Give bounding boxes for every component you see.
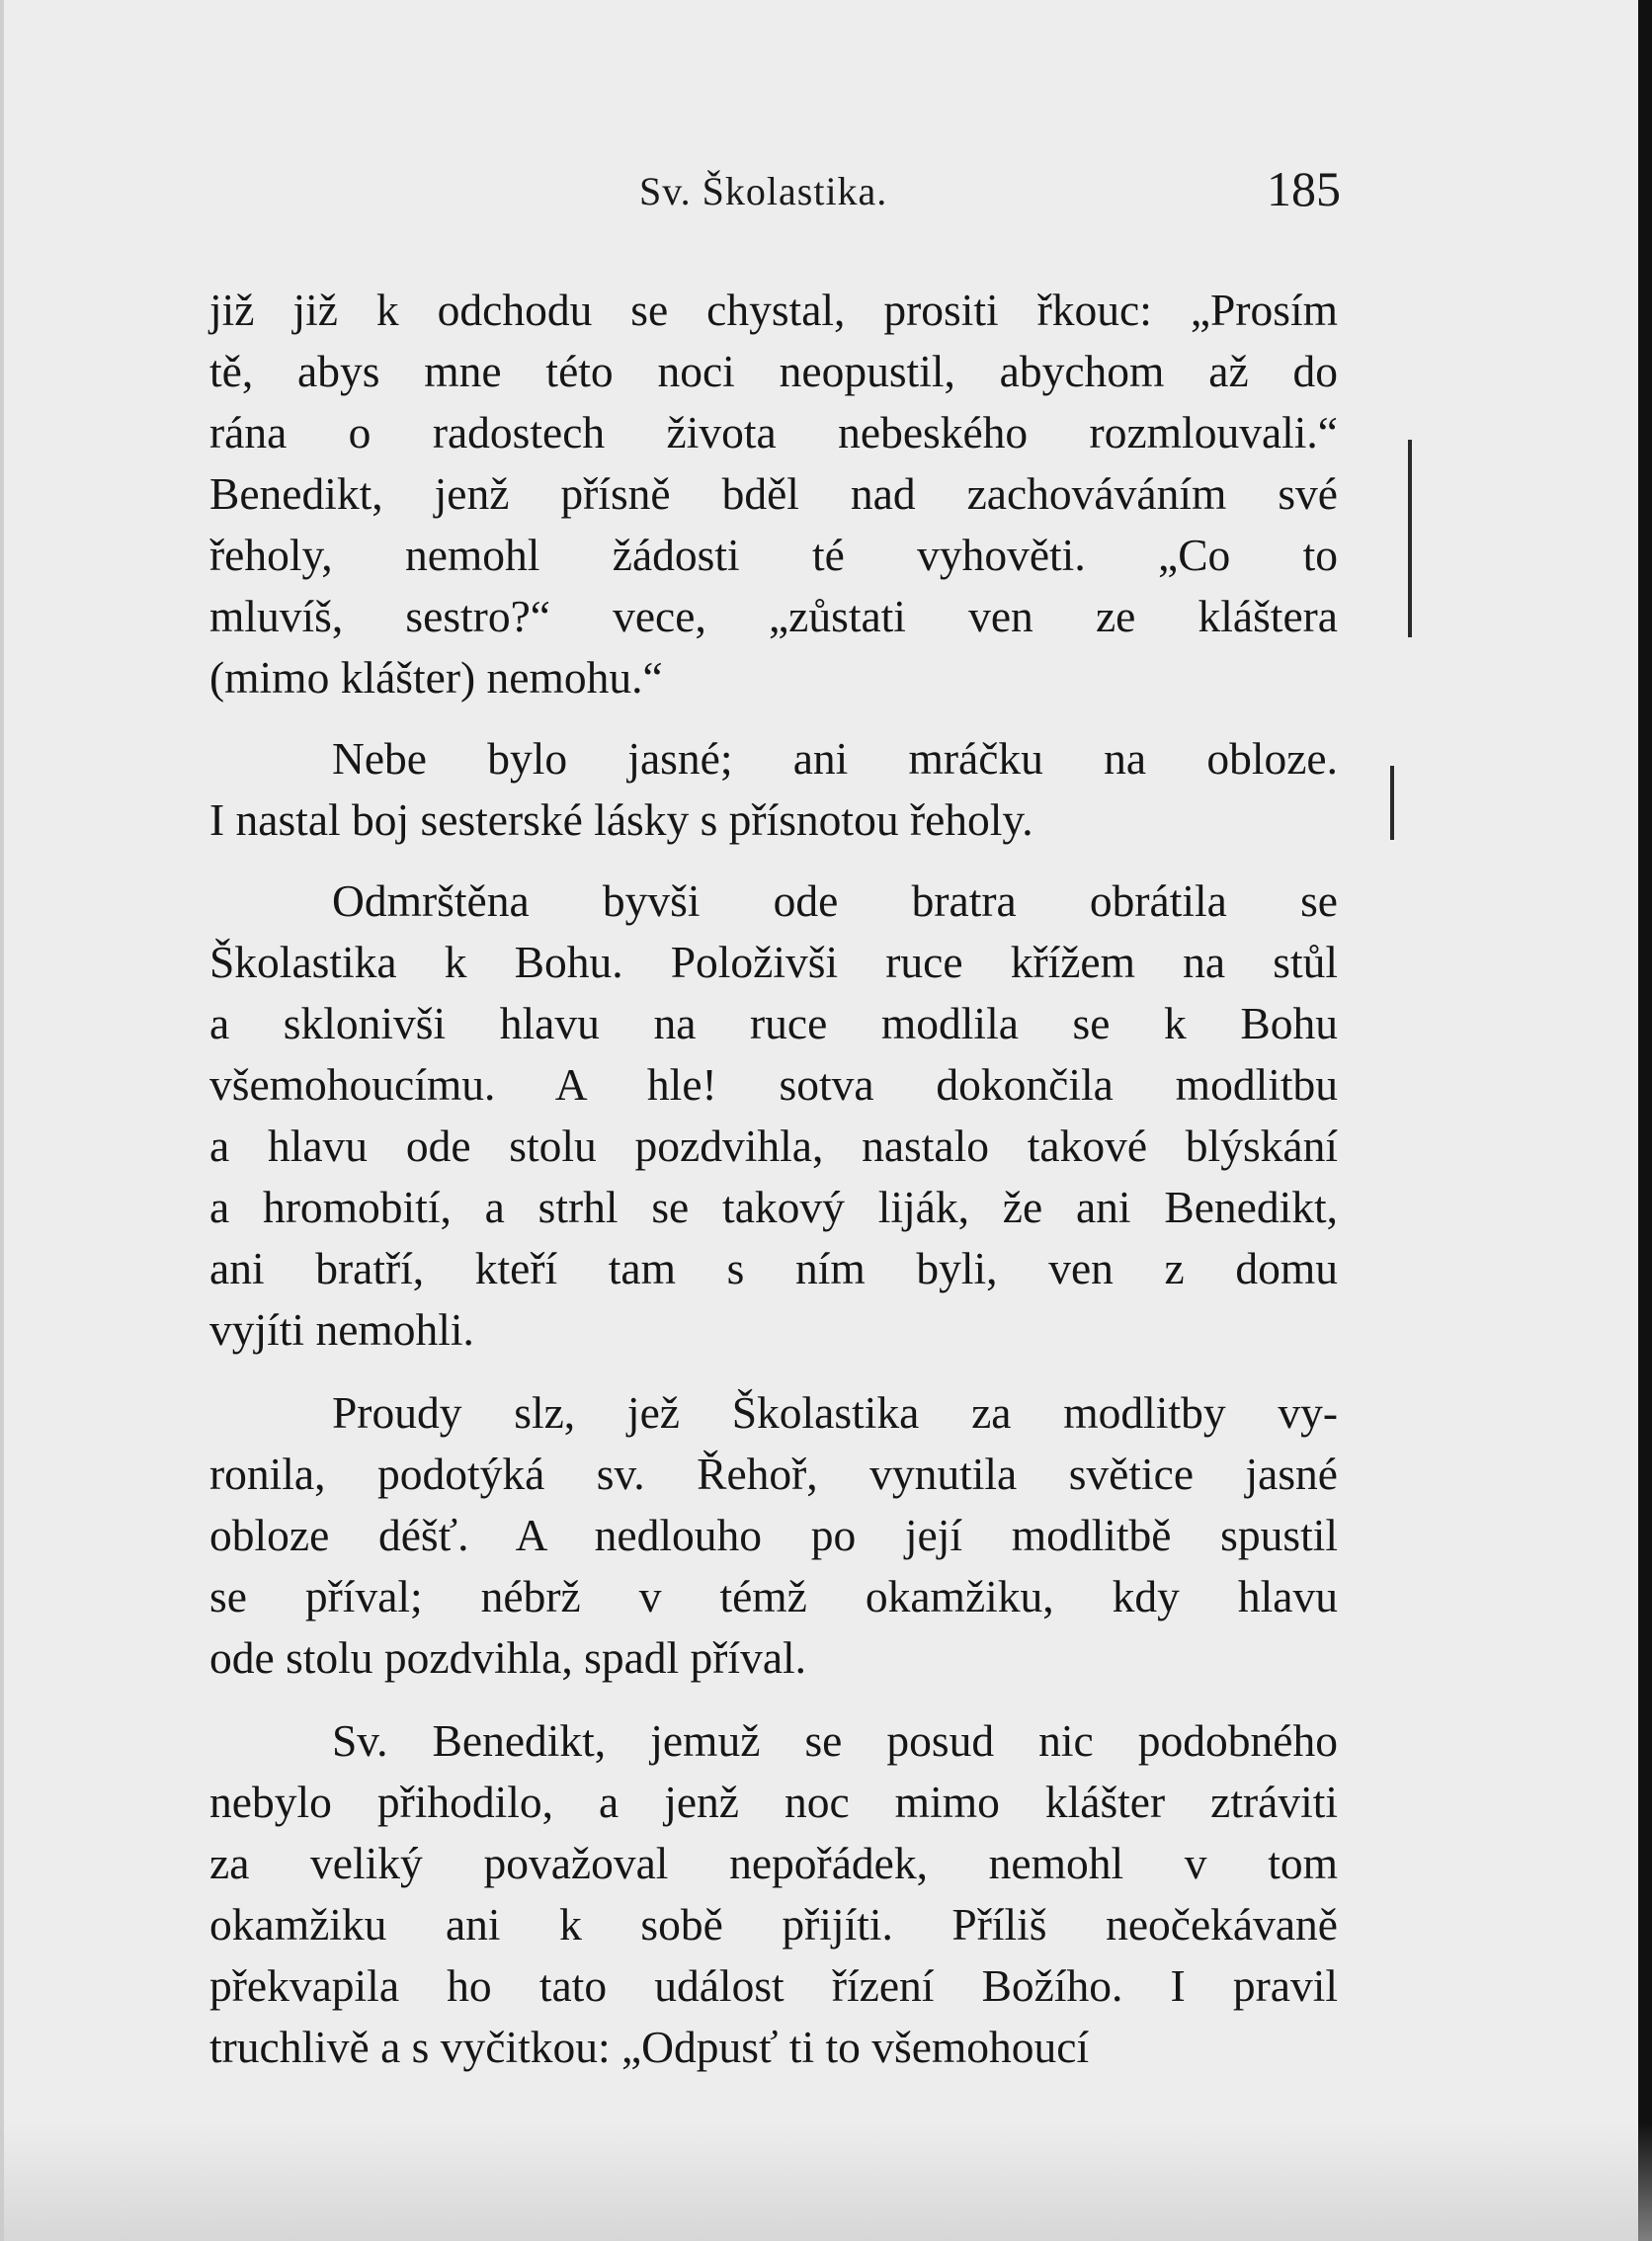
text-line: I nastal boj sesterské lásky s přísnotou řeholy.: [209, 794, 1033, 845]
margin-mark: [1408, 440, 1412, 637]
paragraph: [209, 1382, 1338, 1689]
page-header: [209, 160, 1341, 229]
text-line: ronila, podotýká sv. Řehoř, vynutila světice jasné: [209, 1449, 1338, 1499]
running-title: Sv. Školastika.: [639, 169, 888, 213]
text-line: a hlavu ode stolu pozdvihla, nastalo takové blýskání: [209, 1120, 1338, 1171]
scan-left-edge: [0, 0, 4, 2241]
text-line: Odmrštěna byvši ode bratra obrátila se: [332, 875, 1338, 926]
text-line: Sv. Benedikt, jemuž se posud nic podobného: [332, 1715, 1338, 1766]
paragraph: [209, 280, 1338, 708]
text-line: řeholy, nemohl žádosti té vyhověti. „Co to: [209, 530, 1338, 580]
text-line: vyjíti nemohli.: [209, 1304, 474, 1355]
text-line: mluvíš, sestro?“ vece, „zůstati ven ze kláštera: [209, 591, 1338, 641]
paragraph: [209, 1710, 1338, 2078]
text-line: Proudy slz, jež Školastika za modlitby vy-: [332, 1387, 1338, 1438]
text-line: Školastika k Bohu. Položivši ruce křížem na stůl: [209, 937, 1338, 987]
text-line: všemohoucímu. A hle! sotva dokončila modlitbu: [209, 1059, 1338, 1110]
text-line: ode stolu pozdvihla, spadl příval.: [209, 1632, 807, 1683]
text-line: a sklonivši hlavu na ruce modlila se k Bohu: [209, 998, 1338, 1048]
body-text: [209, 280, 1338, 2078]
text-line: a hromobití, a strhl se takový liják, že ani Benedikt,: [209, 1182, 1338, 1232]
text-line: za veliký považoval nepořádek, nemohl v tom: [209, 1838, 1338, 1888]
text-line: překvapila ho tato událost řízení Božího. I pravil: [209, 1960, 1338, 2011]
page-number: 185: [1267, 161, 1341, 216]
scan-bottom-shading: [0, 2122, 1652, 2241]
text-line: rána o radostech života nebeského rozmlouvali.“: [209, 407, 1338, 457]
scan-right-edge: [1638, 0, 1652, 2241]
paragraph: [209, 728, 1338, 851]
text-line: Benedikt, jenž přísně bděl nad zachováváním své: [209, 468, 1338, 519]
paragraph: [209, 871, 1338, 1361]
text-line: tě, abys mne této noci neopustil, abychom až do: [209, 346, 1338, 396]
text-line: se příval; nébrž v témž okamžiku, kdy hlavu: [209, 1571, 1338, 1621]
text-line: truchlivě a s vyčitkou: „Odpusť ti to všemohoucí: [209, 2022, 1090, 2072]
text-line: (mimo klášter) nemohu.“: [209, 652, 663, 703]
text-line: obloze déšť. A nedlouho po její modlitbě spustil: [209, 1510, 1338, 1560]
text-line: ani bratří, kteří tam s ním byli, ven z domu: [209, 1243, 1338, 1293]
text-line: již již k odchodu se chystal, prositi řkouc: „Prosím: [209, 285, 1338, 335]
margin-mark: [1390, 766, 1394, 840]
text-line: Nebe bylo jasné; ani mráčku na obloze.: [332, 733, 1338, 784]
text-line: okamžiku ani k sobě přijíti. Příliš neočekávaně: [209, 1899, 1338, 1950]
text-line: nebylo přihodilo, a jenž noc mimo klášter ztráviti: [209, 1777, 1338, 1827]
